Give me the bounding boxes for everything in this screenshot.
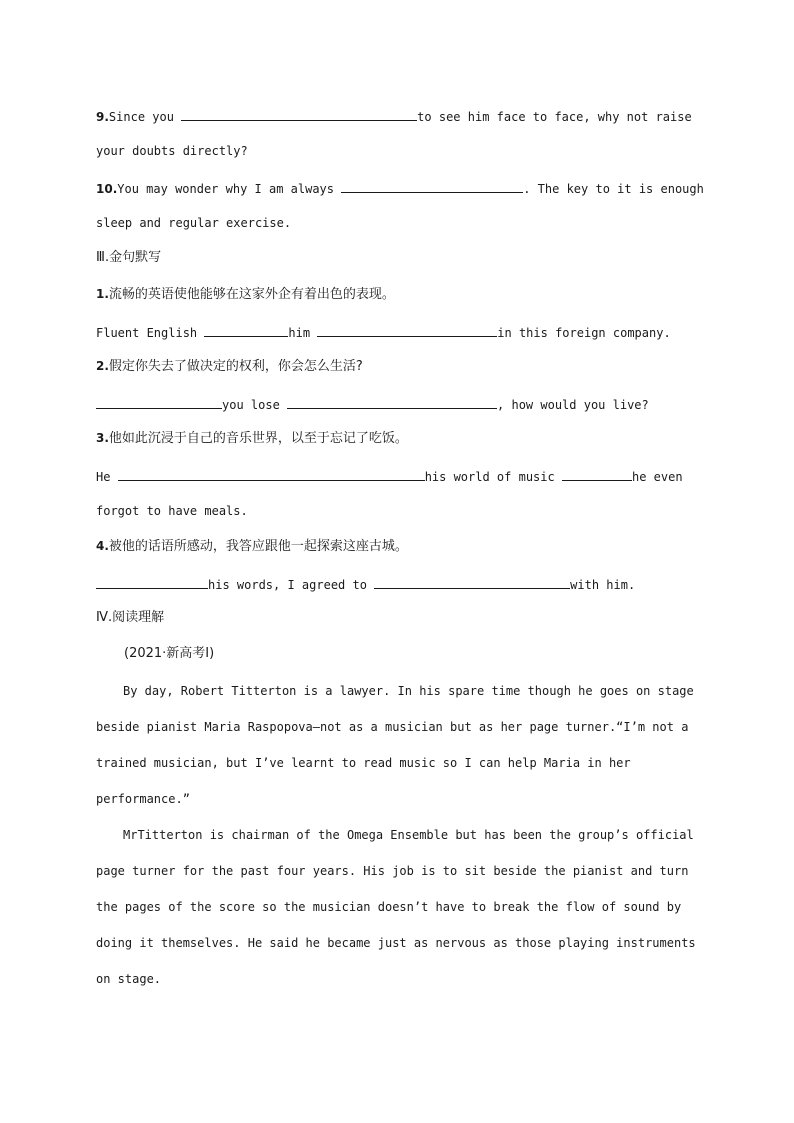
question-text: You may wonder why I am always <box>117 182 342 196</box>
sentence-number: 3. <box>96 431 109 445</box>
question-text: to see him face to face, why not raise <box>417 110 692 124</box>
chinese-prompt: 被他的话语所感动，我答应跟他一起探索这座古城。 <box>108 539 408 554</box>
section-heading: Ⅲ.金句默写 <box>96 250 162 265</box>
sentence-4-answer <box>96 575 635 593</box>
answer-text: his words, I agreed to <box>208 578 375 592</box>
question-10-continuation: sleep and regular exercise. <box>96 216 292 230</box>
answer-blank[interactable] <box>317 323 497 337</box>
answer-text: Fluent English <box>96 326 205 340</box>
chinese-prompt: 他如此沉浸于自己的音乐世界，以至于忘记了吃饭。 <box>108 431 408 446</box>
sentence-1-answer <box>96 323 671 341</box>
answer-text: in this foreign company. <box>497 326 671 340</box>
answer-text: him <box>288 326 318 340</box>
sentence-number: 1. <box>96 287 109 301</box>
passage-line: on stage. <box>96 972 162 986</box>
answer-blank[interactable] <box>204 323 288 337</box>
chinese-prompt: 假定你失去了做决定的权利，你会怎么生活? <box>108 359 363 374</box>
answer-blank[interactable] <box>287 395 497 409</box>
passage-line: MrTitterton is chairman of the Omega Ensemble but has been the group’s official <box>123 828 694 842</box>
source-note: (2021·新高考Ⅰ) <box>124 646 215 661</box>
sentence-3-answer <box>96 467 683 485</box>
answer-blank[interactable] <box>562 467 632 481</box>
passage-line: performance.” <box>96 792 190 806</box>
answer-text: He <box>96 470 118 484</box>
answer-blank[interactable] <box>118 467 425 481</box>
answer-blank[interactable] <box>374 575 570 589</box>
answer-text: you lose <box>222 398 288 412</box>
passage-line: trained musician, but I’ve learnt to read music so I can help Maria in her <box>96 756 631 770</box>
question-text: . The key to it is enough <box>523 182 704 196</box>
answer-blank[interactable] <box>96 575 208 589</box>
passage-line: By day, Robert Titterton is a lawyer. In his spare time though he goes on stage <box>123 684 694 698</box>
answer-text: his world of music <box>424 470 562 484</box>
sentence-3-prompt <box>96 430 408 447</box>
sentence-2-answer <box>96 395 649 413</box>
question-number: 10. <box>96 182 118 196</box>
answer-text: with him. <box>570 578 636 592</box>
passage-line: doing it themselves. He said he became just as nervous as those playing instruments <box>96 936 696 950</box>
question-text: Since you <box>108 110 182 124</box>
passage-line: beside pianist Maria Raspopova—not as a musician but as her page turner.“I’m not a <box>96 720 689 734</box>
question-number: 9. <box>96 110 109 124</box>
answer-text: , how would you live? <box>497 398 649 412</box>
sentence-number: 4. <box>96 539 109 553</box>
passage-line: page turner for the past four years. His job is to sit beside the pianist and turn <box>96 864 689 878</box>
answer-text: he even <box>631 470 683 484</box>
answer-blank[interactable] <box>341 179 523 193</box>
passage-line: the pages of the score so the musician doesn’t have to break the flow of sound by <box>96 900 682 914</box>
chinese-prompt: 流畅的英语使他能够在这家外企有着出色的表现。 <box>108 287 395 302</box>
answer-blank[interactable] <box>181 107 417 121</box>
sentence-1-prompt <box>96 286 395 303</box>
section-heading: Ⅳ.阅读理解 <box>96 610 165 625</box>
sentence-number: 2. <box>96 359 109 373</box>
question-10 <box>96 179 704 197</box>
answer-blank[interactable] <box>96 395 222 409</box>
question-9-continuation: your doubts directly? <box>96 144 248 158</box>
question-9 <box>96 107 692 125</box>
sentence-3-continuation: forgot to have meals. <box>96 504 248 518</box>
sentence-4-prompt <box>96 538 408 555</box>
sentence-2-prompt <box>96 358 363 375</box>
